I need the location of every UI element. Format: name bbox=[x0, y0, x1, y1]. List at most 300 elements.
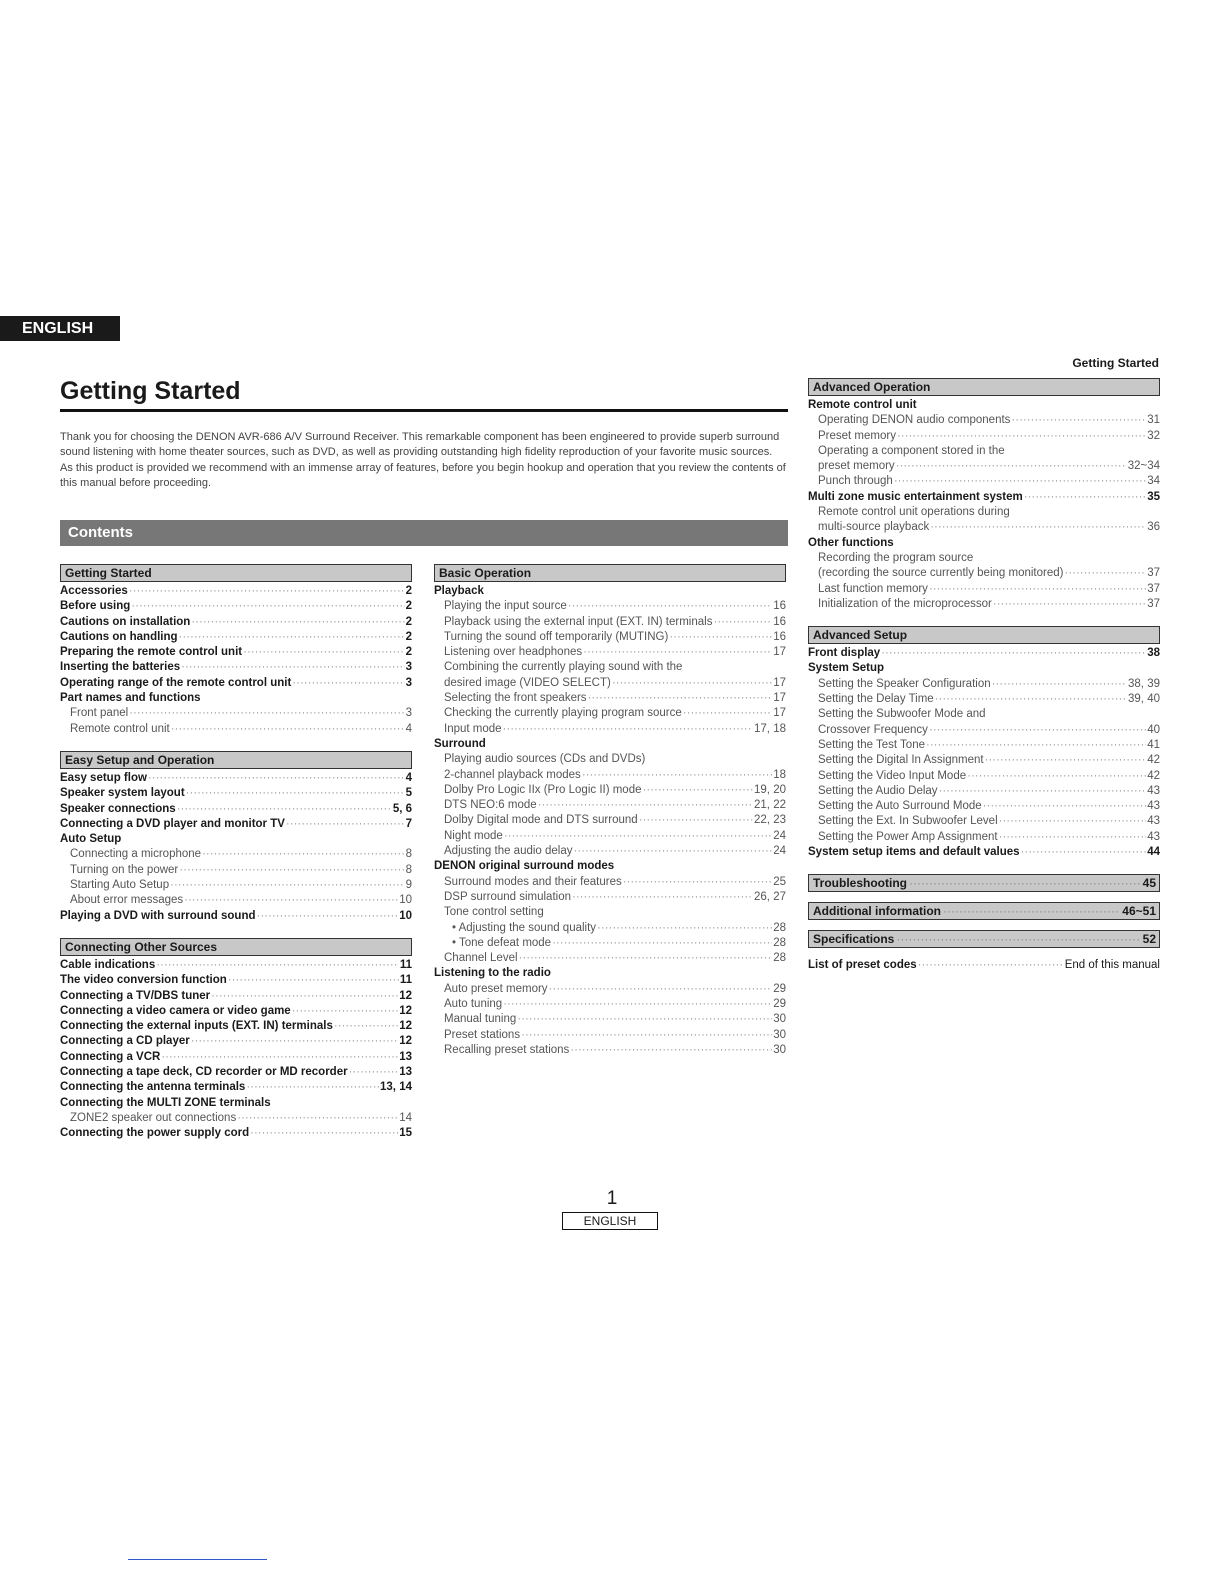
toc-entry-page: 32 bbox=[1147, 429, 1160, 442]
dot-leader bbox=[894, 474, 1146, 489]
dot-leader bbox=[574, 844, 773, 859]
toc-entry-page: 17 bbox=[773, 676, 786, 689]
toc-entry-label: Cable indications bbox=[60, 958, 156, 971]
toc-entry-dolby-pro-logic-iix-pro-logic-ii-mode[interactable] bbox=[434, 783, 786, 798]
dot-leader bbox=[228, 973, 399, 988]
toc-entry-page: 17, 18 bbox=[754, 722, 786, 735]
section-header-easy-setup-and-operation bbox=[60, 751, 412, 769]
toc-entry-label: Initialization of the microprocessor bbox=[818, 597, 992, 610]
toc-entry-page: 7 bbox=[405, 817, 412, 830]
toc-entry-denon-original-surround-modes[interactable] bbox=[434, 859, 786, 874]
dot-leader bbox=[896, 931, 1140, 947]
toc-entry-connecting-a-tape-deck-cd-recorder-or-md-recorder[interactable] bbox=[60, 1065, 412, 1080]
dot-leader bbox=[992, 677, 1127, 692]
dot-leader bbox=[930, 520, 1146, 535]
toc-entry-label: Auto preset memory bbox=[444, 982, 548, 995]
toc-entry-channel-level[interactable] bbox=[434, 951, 786, 966]
toc-entry-label: Multi zone music entertainment system bbox=[808, 490, 1023, 503]
toc-entry-inserting-the-batteries[interactable] bbox=[60, 660, 412, 675]
dot-leader bbox=[334, 1019, 398, 1034]
toc-entry-page: 15 bbox=[399, 1127, 412, 1140]
toc-entry-last-function-memory[interactable] bbox=[808, 582, 1160, 597]
toc-entry-page: 5 bbox=[405, 787, 412, 800]
toc-entry-label: About error messages bbox=[70, 894, 184, 907]
toc-entry-label: Playing a DVD with surround sound bbox=[60, 909, 256, 922]
toc-column-middle bbox=[434, 564, 786, 1058]
dot-leader bbox=[552, 936, 772, 951]
toc-entry-page: 2 bbox=[405, 615, 412, 628]
dot-leader bbox=[967, 769, 1146, 784]
toc-entry-label: Last function memory bbox=[818, 582, 928, 595]
toc-entry-label: preset memory bbox=[818, 460, 895, 473]
toc-entry-setting-the-video-input-mode[interactable] bbox=[808, 769, 1160, 784]
toc-entry-label: Setting the Video Input Mode bbox=[818, 769, 967, 782]
toc-entry-label: Playing audio sources (CDs and DVDs) bbox=[444, 753, 646, 766]
toc-entry-label: Punch through bbox=[818, 475, 893, 488]
toc-entry-label: Accessories bbox=[60, 585, 128, 597]
toc-entry-label: Connecting a video camera or video game bbox=[60, 1004, 291, 1017]
toc-entry-label: Auto tuning bbox=[444, 998, 503, 1011]
toc-entry-front-display[interactable] bbox=[808, 646, 1160, 661]
toc-entry-page: 12 bbox=[399, 1035, 412, 1048]
toc-entry-list-of-preset-codes[interactable] bbox=[808, 958, 1160, 973]
toc-entry-label: Connecting a TV/DBS tuner bbox=[60, 989, 211, 1002]
toc-entry-connecting-the-power-supply-cord[interactable] bbox=[60, 1126, 412, 1141]
section-title: Basic Operation bbox=[439, 566, 532, 580]
toc-entry-setting-the-ext-in-subwoofer-level[interactable] bbox=[808, 814, 1160, 829]
section-header-additional-information[interactable] bbox=[808, 902, 1160, 920]
toc-entry-label: Connecting a microphone bbox=[70, 848, 202, 861]
toc-entry-label: Connecting a DVD player and monitor TV bbox=[60, 817, 285, 830]
toc-entry-playing-audio-sources-cds-and-dvds[interactable] bbox=[434, 752, 786, 767]
toc-entry-dolby-digital-mode-and-dts-surround[interactable] bbox=[434, 813, 786, 828]
toc-entry-dts-neo-6-mode[interactable] bbox=[434, 798, 786, 813]
toc-entry-cable-indications[interactable] bbox=[60, 958, 412, 973]
toc-entry-other-functions[interactable] bbox=[808, 536, 1160, 551]
toc-entry-label: Setting the Subwoofer Mode and bbox=[818, 708, 986, 721]
toc-entry-page: 17 bbox=[773, 646, 786, 659]
dot-leader bbox=[999, 830, 1147, 845]
toc-entry-preset-memory[interactable] bbox=[808, 459, 1160, 474]
dot-leader bbox=[179, 630, 405, 645]
dot-leader bbox=[171, 722, 405, 737]
dot-leader bbox=[597, 921, 772, 936]
toc-entry-label: Playback using the external input (EXT. IN) terminals bbox=[444, 615, 713, 628]
toc-entry-page: 25 bbox=[773, 875, 786, 888]
toc-entry-label: Front panel bbox=[70, 707, 129, 720]
toc-entry-label: • Adjusting the sound quality bbox=[452, 921, 597, 934]
toc-entry-playback-using-the-external-input-ext-in-terminals[interactable] bbox=[434, 615, 786, 630]
toc-entry-system-setup-items-and-default-values[interactable] bbox=[808, 845, 1160, 860]
toc-entry-page: 30 bbox=[773, 1013, 786, 1026]
toc-entry-multi-zone-music-entertainment-system[interactable] bbox=[808, 490, 1160, 505]
contents-header: Contents bbox=[60, 520, 788, 546]
dot-leader bbox=[713, 615, 772, 630]
toc-entry-listening-over-headphones[interactable] bbox=[434, 645, 786, 660]
toc-entry-page: 42 bbox=[1147, 754, 1160, 767]
toc-entry-label: Easy setup flow bbox=[60, 771, 147, 784]
toc-entry-page: 3 bbox=[405, 676, 412, 689]
dot-leader bbox=[519, 951, 773, 966]
toc-entry-page: 11 bbox=[399, 974, 412, 987]
toc-entry-setting-the-speaker-configuration[interactable] bbox=[808, 677, 1160, 692]
toc-entry-recording-the-program-source[interactable] bbox=[808, 551, 1160, 566]
toc-entry-label: Crossover Frequency bbox=[818, 723, 928, 736]
running-head: Getting Started bbox=[1072, 356, 1159, 370]
dot-leader bbox=[161, 1050, 398, 1065]
toc-entry-combining-the-currently-playing-sound-with-the[interactable] bbox=[434, 660, 786, 675]
toc-entry-page: 37 bbox=[1147, 597, 1160, 610]
toc-entry-label: Recalling preset stations bbox=[444, 1043, 570, 1056]
dot-leader bbox=[211, 989, 398, 1004]
toc-entry-setting-the-test-tone[interactable] bbox=[808, 738, 1160, 753]
toc-entry-label: The video conversion function bbox=[60, 974, 227, 987]
dot-leader bbox=[503, 997, 772, 1012]
toc-entry-label: Tone control setting bbox=[444, 906, 544, 919]
toc-entry-operating-a-component-stored-in-the[interactable] bbox=[808, 444, 1160, 459]
toc-entry-page: 13 bbox=[399, 1050, 412, 1063]
dot-leader bbox=[257, 909, 399, 924]
toc-entry-page: 36 bbox=[1147, 521, 1160, 534]
toc-entry-desired-image-video-select[interactable] bbox=[434, 676, 786, 691]
toc-entry-crossover-frequency[interactable] bbox=[808, 723, 1160, 738]
dot-leader bbox=[643, 783, 754, 798]
toc-entry-page: 3 bbox=[405, 707, 412, 720]
toc-entry-setting-the-delay-time[interactable] bbox=[808, 692, 1160, 707]
toc-entry-label: Recording the program source bbox=[818, 551, 974, 564]
toc-entry-auto-preset-memory[interactable] bbox=[434, 982, 786, 997]
toc-entry-label: Remote control unit bbox=[70, 722, 170, 735]
dot-leader bbox=[639, 813, 753, 828]
toc-entry-page: 30 bbox=[773, 1028, 786, 1041]
dot-leader bbox=[131, 599, 404, 614]
toc-entry-turning-on-the-power[interactable] bbox=[60, 863, 412, 878]
dot-leader bbox=[186, 786, 405, 801]
dot-leader bbox=[583, 645, 772, 660]
toc-entry-page: 8 bbox=[405, 848, 412, 861]
toc-entry-label: Connecting a VCR bbox=[60, 1050, 161, 1063]
toc-entry-cautions-on-handling[interactable] bbox=[60, 630, 412, 645]
toc-entry-page: 35 bbox=[1147, 490, 1160, 503]
toc-entry-page: 19, 20 bbox=[754, 783, 786, 796]
toc-entry-dsp-surround-simulation[interactable] bbox=[434, 890, 786, 905]
toc-entry-page: End of this manual bbox=[1064, 959, 1160, 972]
toc-entry-checking-the-currently-playing-program-source[interactable] bbox=[434, 706, 786, 721]
toc-entry-page: 12 bbox=[399, 1020, 412, 1033]
toc-entry-label: Auto Setup bbox=[60, 833, 122, 846]
section-header-basic-operation bbox=[434, 564, 786, 582]
dot-leader bbox=[177, 802, 392, 817]
toc-entry-connecting-a-cd-player[interactable] bbox=[60, 1034, 412, 1049]
section-title: Getting Started bbox=[65, 566, 152, 580]
toc-entry-label: Starting Auto Setup bbox=[70, 879, 170, 892]
toc-entry-starting-auto-setup[interactable] bbox=[60, 878, 412, 893]
dot-leader bbox=[202, 847, 405, 862]
section-title: Troubleshooting bbox=[813, 876, 907, 891]
toc-entry-connecting-a-video-camera-or-video-game[interactable] bbox=[60, 1004, 412, 1019]
toc-entry-page: 2 bbox=[405, 585, 412, 597]
dot-leader bbox=[538, 798, 753, 813]
toc-entry-page: 29 bbox=[773, 982, 786, 995]
intro-text bbox=[60, 430, 790, 492]
dot-leader bbox=[549, 982, 773, 997]
toc-entry-remote-control-unit-operations-during[interactable] bbox=[808, 505, 1160, 520]
toc-entry-label: Combining the currently playing sound with the bbox=[444, 661, 683, 674]
toc-column-right bbox=[808, 378, 1160, 974]
toc-entry-page: 30 bbox=[773, 1043, 786, 1056]
toc-entry-recalling-preset-stations[interactable] bbox=[434, 1043, 786, 1058]
footer-language-label: ENGLISH bbox=[562, 1212, 658, 1230]
toc-entry-page: 28 bbox=[773, 936, 786, 949]
toc-entry-page: 2 bbox=[405, 630, 412, 643]
toc-entry-label: Listening to the radio bbox=[434, 967, 551, 980]
toc-entry-label: Setting the Digital In Assignment bbox=[818, 754, 984, 767]
toc-entry-label: Dolby Digital mode and DTS surround bbox=[444, 814, 638, 827]
toc-entry-label: Manual tuning bbox=[444, 1013, 517, 1026]
toc-entry-page: 34 bbox=[1147, 475, 1160, 488]
toc-entry-remote-control-unit[interactable] bbox=[60, 722, 412, 737]
toc-entry-multi-source-playback[interactable] bbox=[808, 520, 1160, 535]
toc-entry-connecting-a-tv-dbs-tuner[interactable] bbox=[60, 989, 412, 1004]
toc-entry-label: ZONE2 speaker out connections bbox=[70, 1111, 237, 1124]
page-number: 1 bbox=[606, 1188, 618, 1209]
toc-entry-page: 17 bbox=[773, 692, 786, 705]
toc-entry-playing-the-input-source[interactable] bbox=[434, 599, 786, 614]
dot-leader bbox=[191, 615, 404, 630]
toc-entry-tone-control-setting[interactable] bbox=[434, 905, 786, 920]
toc-entry-label: • Tone defeat mode bbox=[452, 936, 552, 949]
toc-entry-connecting-a-dvd-player-and-monitor-tv[interactable] bbox=[60, 817, 412, 832]
toc-entry-label: Preparing the remote control unit bbox=[60, 646, 243, 659]
dot-leader bbox=[983, 799, 1147, 814]
toc-entry-surround[interactable] bbox=[434, 737, 786, 752]
toc-entry-label: Adjusting the audio delay bbox=[444, 845, 573, 858]
toc-entry-zone2-speaker-out-connections[interactable] bbox=[60, 1111, 412, 1126]
toc-entry-page: 3 bbox=[405, 661, 412, 674]
dot-leader bbox=[929, 582, 1146, 597]
toc-entry-operating-denon-audio-components[interactable] bbox=[808, 413, 1160, 428]
dot-leader bbox=[246, 1080, 379, 1095]
toc-entry-label: 2-channel playback modes bbox=[444, 768, 581, 781]
dot-leader bbox=[292, 1004, 398, 1019]
dot-leader bbox=[179, 863, 404, 878]
dot-leader bbox=[572, 890, 753, 905]
toc-entry-label: Part names and functions bbox=[60, 692, 201, 705]
dot-leader bbox=[612, 676, 772, 691]
toc-entry-label: Connecting the antenna terminals bbox=[60, 1081, 246, 1094]
footer-link-underline[interactable] bbox=[128, 1559, 267, 1560]
toc-entry-operating-range-of-the-remote-control-unit[interactable] bbox=[60, 676, 412, 691]
toc-entry-auto-setup[interactable] bbox=[60, 832, 412, 847]
toc-entry-punch-through[interactable] bbox=[808, 474, 1160, 489]
toc-entry-label: List of preset codes bbox=[808, 959, 917, 972]
toc-entry-page: 43 bbox=[1147, 830, 1160, 843]
toc-entry-page: 12 bbox=[399, 1004, 412, 1017]
toc-entry-label: Setting the Delay Time bbox=[818, 693, 934, 706]
toc-entry-speaker-connections[interactable] bbox=[60, 802, 412, 817]
language-tab: ENGLISH bbox=[0, 316, 120, 341]
toc-entry-page: 13 bbox=[399, 1066, 412, 1079]
toc-entry-accessories[interactable] bbox=[60, 584, 412, 599]
dot-leader bbox=[570, 1043, 772, 1058]
dot-leader bbox=[669, 630, 772, 645]
toc-entry-page: 38, 39 bbox=[1128, 677, 1160, 690]
toc-entry-label: Connecting a CD player bbox=[60, 1035, 190, 1048]
toc-entry-page: 12 bbox=[399, 989, 412, 1002]
toc-entry-adjusting-the-sound-quality[interactable] bbox=[434, 921, 786, 936]
toc-entry-listening-to-the-radio[interactable] bbox=[434, 966, 786, 981]
toc-entry-page: 43 bbox=[1147, 815, 1160, 828]
toc-entry-page: 42 bbox=[1147, 769, 1160, 782]
toc-entry-front-panel[interactable] bbox=[60, 706, 412, 721]
toc-entry-page: 38 bbox=[1147, 647, 1160, 660]
toc-entry-label: Inserting the batteries bbox=[60, 661, 181, 674]
toc-entry-label: Preset memory bbox=[818, 429, 896, 442]
dot-leader bbox=[896, 459, 1127, 474]
toc-entry-label: Playing the input source bbox=[444, 600, 567, 613]
toc-entry-speaker-system-layout[interactable] bbox=[60, 786, 412, 801]
toc-entry-label: Playback bbox=[434, 585, 484, 597]
dot-leader bbox=[918, 958, 1064, 973]
toc-entry-setting-the-subwoofer-mode-and[interactable] bbox=[808, 707, 1160, 722]
title-rule bbox=[60, 409, 788, 412]
toc-entry-page: 28 bbox=[773, 921, 786, 934]
toc-entry-label: Cautions on handling bbox=[60, 630, 178, 643]
toc-entry-setting-the-digital-in-assignment[interactable] bbox=[808, 753, 1160, 768]
toc-entry-system-setup[interactable] bbox=[808, 661, 1160, 676]
toc-entry-setting-the-auto-surround-mode[interactable] bbox=[808, 799, 1160, 814]
dot-leader bbox=[582, 768, 772, 783]
toc-entry-label: Setting the Audio Delay bbox=[818, 784, 938, 797]
section-header-getting-started bbox=[60, 564, 412, 582]
toc-entry-label: Operating DENON audio components bbox=[818, 414, 1011, 427]
toc-entry-initialization-of-the-microprocessor[interactable] bbox=[808, 597, 1160, 612]
toc-entry-label: Remote control unit operations during bbox=[818, 506, 1010, 519]
toc-entry-page: 9 bbox=[405, 879, 412, 892]
dot-leader bbox=[588, 691, 773, 706]
toc-entry-label: Connecting the external inputs (EXT. IN) terminals bbox=[60, 1020, 333, 1033]
dot-leader bbox=[292, 676, 404, 691]
dot-leader bbox=[943, 903, 1120, 919]
toc-entry-label: System setup items and default values bbox=[808, 846, 1020, 859]
dot-leader bbox=[993, 597, 1146, 612]
section-title: Specifications bbox=[813, 932, 895, 947]
toc-entry-input-mode[interactable] bbox=[434, 722, 786, 737]
toc-entry-label: multi-source playback bbox=[818, 521, 930, 534]
dot-leader bbox=[929, 723, 1146, 738]
section-header-advanced-setup bbox=[808, 626, 1160, 644]
dot-leader bbox=[129, 584, 405, 599]
section-header-troubleshooting[interactable] bbox=[808, 874, 1160, 892]
toc-entry-cautions-on-installation[interactable] bbox=[60, 615, 412, 630]
page-title: Getting Started bbox=[60, 377, 241, 405]
toc-entry-setting-the-audio-delay[interactable] bbox=[808, 784, 1160, 799]
toc-entry-page: 32~34 bbox=[1127, 460, 1160, 473]
toc-entry-about-error-messages[interactable] bbox=[60, 893, 412, 908]
toc-entry-connecting-the-multi-zone-terminals[interactable] bbox=[60, 1096, 412, 1111]
toc-entry-2-channel-playback-modes[interactable] bbox=[434, 768, 786, 783]
toc-entry-auto-tuning[interactable] bbox=[434, 997, 786, 1012]
toc-entry-label: DTS NEO:6 mode bbox=[444, 799, 537, 812]
toc-entry-playing-a-dvd-with-surround-sound[interactable] bbox=[60, 909, 412, 924]
toc-entry-setting-the-power-amp-assignment[interactable] bbox=[808, 830, 1160, 845]
toc-entry-adjusting-the-audio-delay[interactable] bbox=[434, 844, 786, 859]
dot-leader bbox=[503, 722, 753, 737]
toc-entry-recording-the-source-currently-being-monitored[interactable] bbox=[808, 566, 1160, 581]
toc-entry-connecting-a-microphone[interactable] bbox=[60, 847, 412, 862]
toc-entry-label: Surround modes and their features bbox=[444, 875, 622, 888]
toc-entry-playback[interactable] bbox=[434, 584, 786, 599]
toc-entry-page: 39, 40 bbox=[1128, 693, 1160, 706]
toc-entry-label: Night mode bbox=[444, 829, 503, 842]
toc-entry-page: 28 bbox=[773, 952, 786, 965]
toc-entry-tone-defeat-mode[interactable] bbox=[434, 936, 786, 951]
toc-entry-page: 10 bbox=[399, 894, 412, 907]
dot-leader bbox=[504, 829, 772, 844]
section-title: Advanced Operation bbox=[813, 380, 931, 394]
toc-entry-page: 14 bbox=[399, 1111, 412, 1124]
dot-leader bbox=[1011, 413, 1146, 428]
dot-leader bbox=[1064, 566, 1146, 581]
dot-leader bbox=[250, 1126, 398, 1141]
dot-leader bbox=[623, 875, 772, 890]
toc-entry-turning-the-sound-off-temporarily-muting[interactable] bbox=[434, 630, 786, 645]
toc-entry-before-using[interactable] bbox=[60, 599, 412, 614]
toc-entry-page: 43 bbox=[1147, 784, 1160, 797]
toc-entry-easy-setup-flow[interactable] bbox=[60, 771, 412, 786]
toc-entry-preset-stations[interactable] bbox=[434, 1028, 786, 1043]
dot-leader bbox=[881, 646, 1146, 661]
dot-leader bbox=[156, 958, 399, 973]
toc-entry-preset-memory[interactable] bbox=[808, 429, 1160, 444]
dot-leader bbox=[286, 817, 405, 832]
dot-leader bbox=[568, 599, 772, 614]
toc-entry-preparing-the-remote-control-unit[interactable] bbox=[60, 645, 412, 660]
toc-entry-page: 22, 23 bbox=[754, 814, 786, 827]
section-title: Additional information bbox=[813, 904, 941, 919]
toc-entry-surround-modes-and-their-features[interactable] bbox=[434, 875, 786, 890]
toc-entry-page: 26, 27 bbox=[754, 890, 786, 903]
toc-entry-night-mode[interactable] bbox=[434, 829, 786, 844]
toc-entry-label: Dolby Pro Logic IIx (Pro Logic II) mode bbox=[444, 783, 642, 796]
toc-entry-connecting-the-external-inputs-ext-in-terminals[interactable] bbox=[60, 1019, 412, 1034]
toc-entry-label: Speaker connections bbox=[60, 802, 176, 815]
toc-entry-label: Front display bbox=[808, 647, 881, 660]
toc-entry-the-video-conversion-function[interactable] bbox=[60, 973, 412, 988]
toc-entry-part-names-and-functions[interactable] bbox=[60, 691, 412, 706]
toc-entry-label: Remote control unit bbox=[808, 399, 917, 411]
toc-entry-manual-tuning[interactable] bbox=[434, 1012, 786, 1027]
toc-entry-page: 43 bbox=[1147, 800, 1160, 813]
section-header-specifications[interactable] bbox=[808, 930, 1160, 948]
toc-entry-selecting-the-front-speakers[interactable] bbox=[434, 691, 786, 706]
toc-entry-label: Before using bbox=[60, 600, 131, 613]
toc-entry-remote-control-unit[interactable] bbox=[808, 398, 1160, 413]
toc-entry-connecting-a-vcr[interactable] bbox=[60, 1050, 412, 1065]
toc-entry-page: 4 bbox=[405, 771, 412, 784]
section-page: 45 bbox=[1142, 876, 1156, 891]
toc-entry-connecting-the-antenna-terminals[interactable] bbox=[60, 1080, 412, 1095]
toc-entry-label: Other functions bbox=[808, 536, 894, 549]
toc-entry-label: Setting the Speaker Configuration bbox=[818, 677, 991, 690]
intro-paragraph: Thank you for choosing the DENON AVR-686 A/V Surround Receiver. This remarkable component has been engineered to provide superb surround sound listening with home theater sources, such as DVD, as well as providing outstanding high fidelity reproduction of your favorite music sources. bbox=[60, 431, 780, 459]
toc-entry-label: Input mode bbox=[444, 722, 502, 735]
toc-entry-page: 16 bbox=[773, 615, 786, 628]
toc-entry-page: 44 bbox=[1147, 846, 1160, 859]
dot-leader bbox=[349, 1065, 399, 1080]
toc-entry-page: 37 bbox=[1147, 567, 1160, 580]
dot-leader bbox=[897, 429, 1146, 444]
